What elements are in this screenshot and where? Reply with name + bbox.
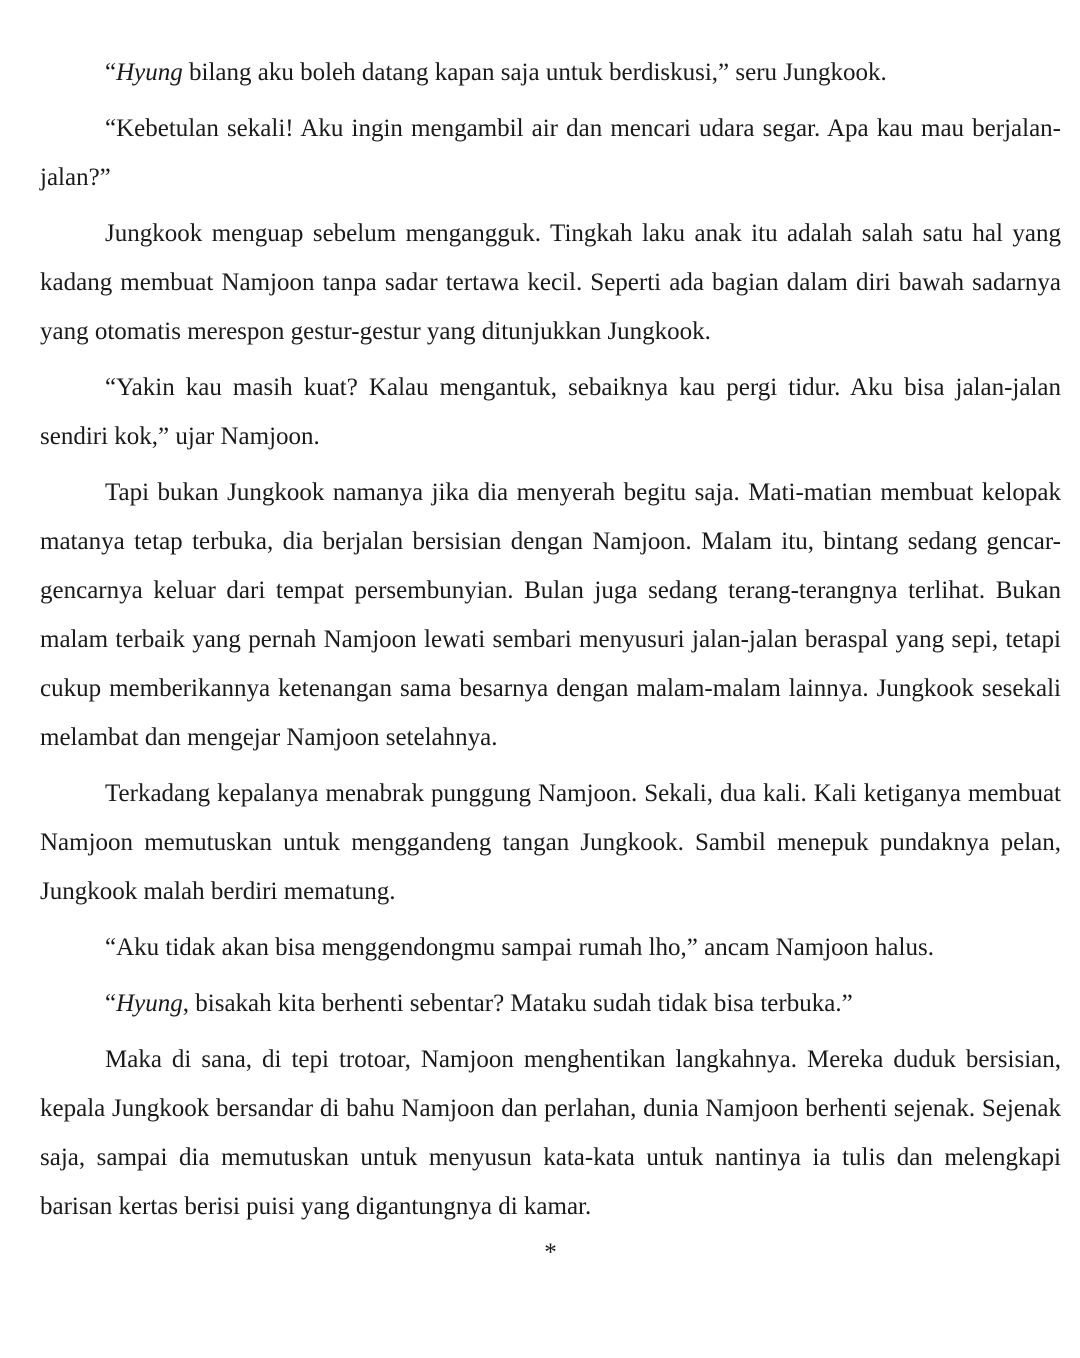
paragraph-6: Terkadang kepalanya menabrak punggung Namjoon. Sekali, dua kali. Kali ketiganya membuat Namjoon memutuskan untuk menggandeng tangan Jungkook. Sambil menepuk pundaknya pelan, Jungkook malah berdiri mematung. <box>40 780 1061 905</box>
open-quote: “ <box>105 990 117 1017</box>
document-page <box>40 48 1061 1268</box>
open-quote: “ <box>105 59 117 86</box>
paragraph-8 <box>40 979 1061 1028</box>
paragraph-4: “Yakin kau masih kuat? Kalau mengantuk, sebaiknya kau pergi tidur. Aku bisa jalan-jalan sendiri kok,” ujar Namjoon. <box>40 374 1061 450</box>
paragraph-text: , bisakah kita berhenti sebentar? Mataku sudah tidak bisa terbuka.” <box>182 990 853 1017</box>
paragraph-9: Maka di sana, di tepi trotoar, Namjoon menghentikan langkahnya. Mereka duduk bersisian, kepala Jungkook bersandar di bahu Namjoon dan perlahan, dunia Namjoon berhenti sejenak. Sejenak saja, sampai dia memutuskan untuk menyusun kata-kata untuk nantinya ia tulis dan melengkapi barisan kertas berisi puisi yang digantungnya di kamar. <box>40 1046 1061 1220</box>
italic-honorific: Hyung <box>116 59 183 86</box>
scene-break-asterisk: * <box>544 1239 557 1266</box>
paragraph-7: “Aku tidak akan bisa menggendongmu sampai rumah lho,” ancam Namjoon halus. <box>105 934 934 961</box>
paragraph-1 <box>40 48 1061 97</box>
paragraph-2: “Kebetulan sekali! Aku ingin mengambil air dan mencari udara segar. Apa kau mau berjalan-jalan?” <box>40 115 1061 191</box>
paragraph-3: Jungkook menguap sebelum mengangguk. Tingkah laku anak itu adalah salah satu hal yang kadang membuat Namjoon tanpa sadar tertawa kecil. Seperti ada bagian dalam diri bawah sadarnya yang otomatis merespon gestur-gestur yang ditunjukkan Jungkook. <box>40 220 1061 345</box>
scene-break <box>40 1238 1061 1268</box>
paragraph-text: bilang aku boleh datang kapan saja untuk berdiskusi,” seru Jungkook. <box>182 59 887 86</box>
paragraph-5: Tapi bukan Jungkook namanya jika dia menyerah begitu saja. Mati-matian membuat kelopak matanya tetap terbuka, dia berjalan bersisian dengan Namjoon. Malam itu, bintang sedang gencar-gencarnya keluar dari tempat persembunyian. Bulan juga sedang terang-terangnya terlihat. Bukan malam terbaik yang pernah Namjoon lewati sembari menyusuri jalan-jalan beraspal yang sepi, tetapi cukup memberikannya ketenangan sama besarnya dengan malam-malam lainnya. Jungkook sesekali melambat dan mengejar Namjoon setelahnya. <box>40 479 1061 751</box>
italic-honorific: Hyung <box>116 990 183 1017</box>
